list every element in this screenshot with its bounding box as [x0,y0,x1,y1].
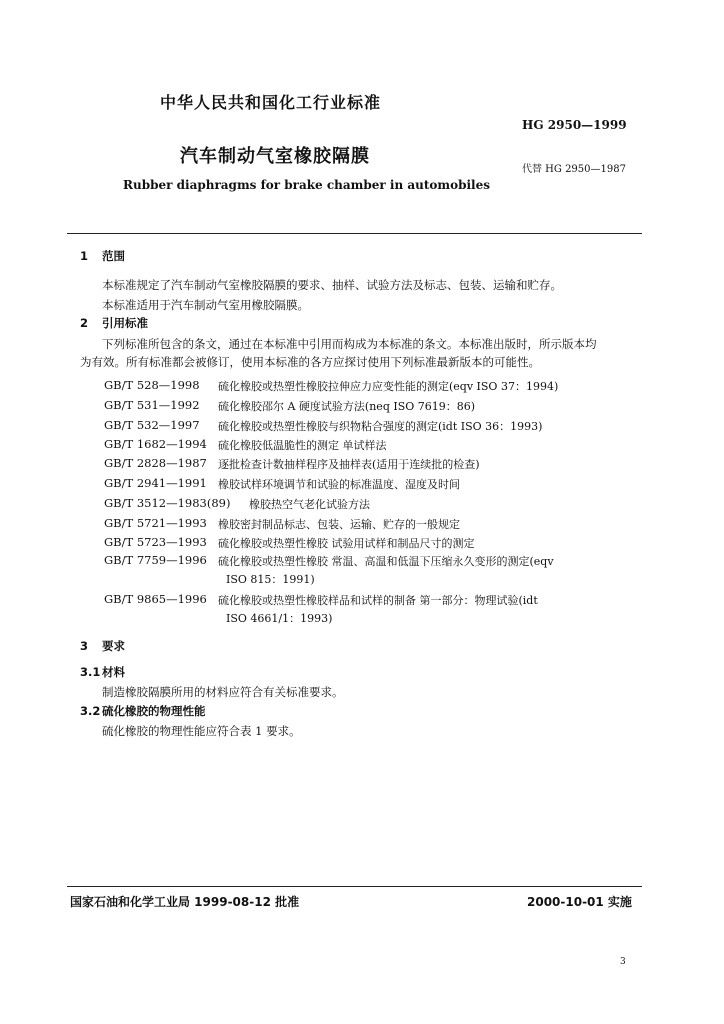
reference-title-continuation: ISO 4661/1：1993) [226,612,333,625]
reference-title: 硫化橡胶或热塑性橡胶拉伸应力应变性能的测定(eqv ISO 37：1994) [218,380,559,393]
reference-code: GB/T 7759—1996 [104,553,207,567]
subsection-title: 硫化橡胶的物理性能 [102,704,206,718]
reference-code: GB/T 531—1992 [104,398,200,412]
reference-code: GB/T 3512—1983(89) [104,496,231,510]
reference-title: 橡胶试样环境调节和试验的标准温度、湿度及时间 [218,478,460,491]
standard-number: HG 2950—1999 [522,118,627,132]
reference-title: 硫化橡胶邵尔 A 硬度试验方法(neq ISO 7619：86) [218,400,476,413]
reference-title: 逐批检查计数抽样程序及抽样表(适用于连续批的检查) [218,458,480,471]
section-title: 要求 [102,639,125,653]
reference-title: 硫化橡胶或热塑性橡胶与织物粘合强度的测定(idt ISO 36：1993) [218,420,543,433]
paragraph: 本标准适用于汽车制动气室用橡胶隔膜。 [102,298,309,312]
section-number: 1 [80,249,89,263]
section-title: 范围 [102,249,125,263]
reference-title: 橡胶密封制品标志、包装、运输、贮存的一般规定 [218,518,460,531]
page-title: 汽车制动气室橡胶隔膜 [180,146,370,167]
reference-code: GB/T 2828—1987 [104,456,207,470]
english-title: Rubber diaphragms for brake chamber in automobiles [123,178,490,192]
section-number: 3 [80,639,89,653]
implementation-date: 2000-10-01 实施 [527,895,632,909]
reference-title: 橡胶热空气老化试验方法 [249,498,370,511]
reference-code: GB/T 532—1997 [104,418,200,432]
section-3-heading [80,638,125,654]
reference-code: GB/T 5721—1993 [104,516,207,530]
paragraph: 制造橡胶隔膜所用的材料应符合有关标准要求。 [102,685,344,699]
subsection-number: 3.1 [80,665,101,679]
reference-title-continuation: ISO 815：1991) [226,573,315,586]
reference-code: GB/T 528—1998 [104,378,200,392]
reference-code: GB/T 9865—1996 [104,592,207,606]
replaces-standard: 代替 HG 2950—1987 [522,164,626,175]
reference-title: 硫化橡胶低温脆性的测定 单试样法 [218,439,387,452]
section-1-heading [80,248,125,264]
footer-divider [67,886,642,887]
reference-code: GB/T 5723—1993 [104,535,207,549]
paragraph: 下列标准所包含的条文，通过在本标准中引用而构成为本标准的条文。本标准出版时，所示版本均 [102,337,597,351]
reference-title: 硫化橡胶或热塑性橡胶样品和试样的制备 第一部分：物理试验(idt [218,594,538,607]
paragraph: 本标准规定了汽车制动气室橡胶隔膜的要求、抽样、试验方法及标志、包装、运输和贮存。 [102,278,562,292]
subsection-title: 材料 [102,665,125,679]
subsection-number: 3.2 [80,704,101,718]
subsection-3-1-heading [80,664,125,680]
issue-date: 国家石油和化学工业局 1999-08-12 批准 [70,895,300,909]
ministry-header: 中华人民共和国化工行业标准 [160,93,382,112]
reference-title: 硫化橡胶或热塑性橡胶 常温、高温和低温下压缩永久变形的测定(eqv [218,555,554,568]
paragraph: 为有效。所有标准都会被修订，使用本标准的各方应探讨使用下列标准最新版本的可能性。 [80,355,540,369]
reference-code: GB/T 2941—1991 [104,476,207,490]
reference-code: GB/T 1682—1994 [104,437,207,451]
page-number: 3 [620,957,626,967]
reference-title: 硫化橡胶或热塑性橡胶 试验用试样和制品尺寸的测定 [218,537,475,550]
header-divider [67,233,642,234]
subsection-3-2-heading [80,703,206,719]
section-number: 2 [80,316,89,330]
section-title: 引用标准 [102,316,148,330]
section-2-heading [80,315,148,331]
paragraph: 硫化橡胶的物理性能应符合表 1 要求。 [102,724,301,738]
